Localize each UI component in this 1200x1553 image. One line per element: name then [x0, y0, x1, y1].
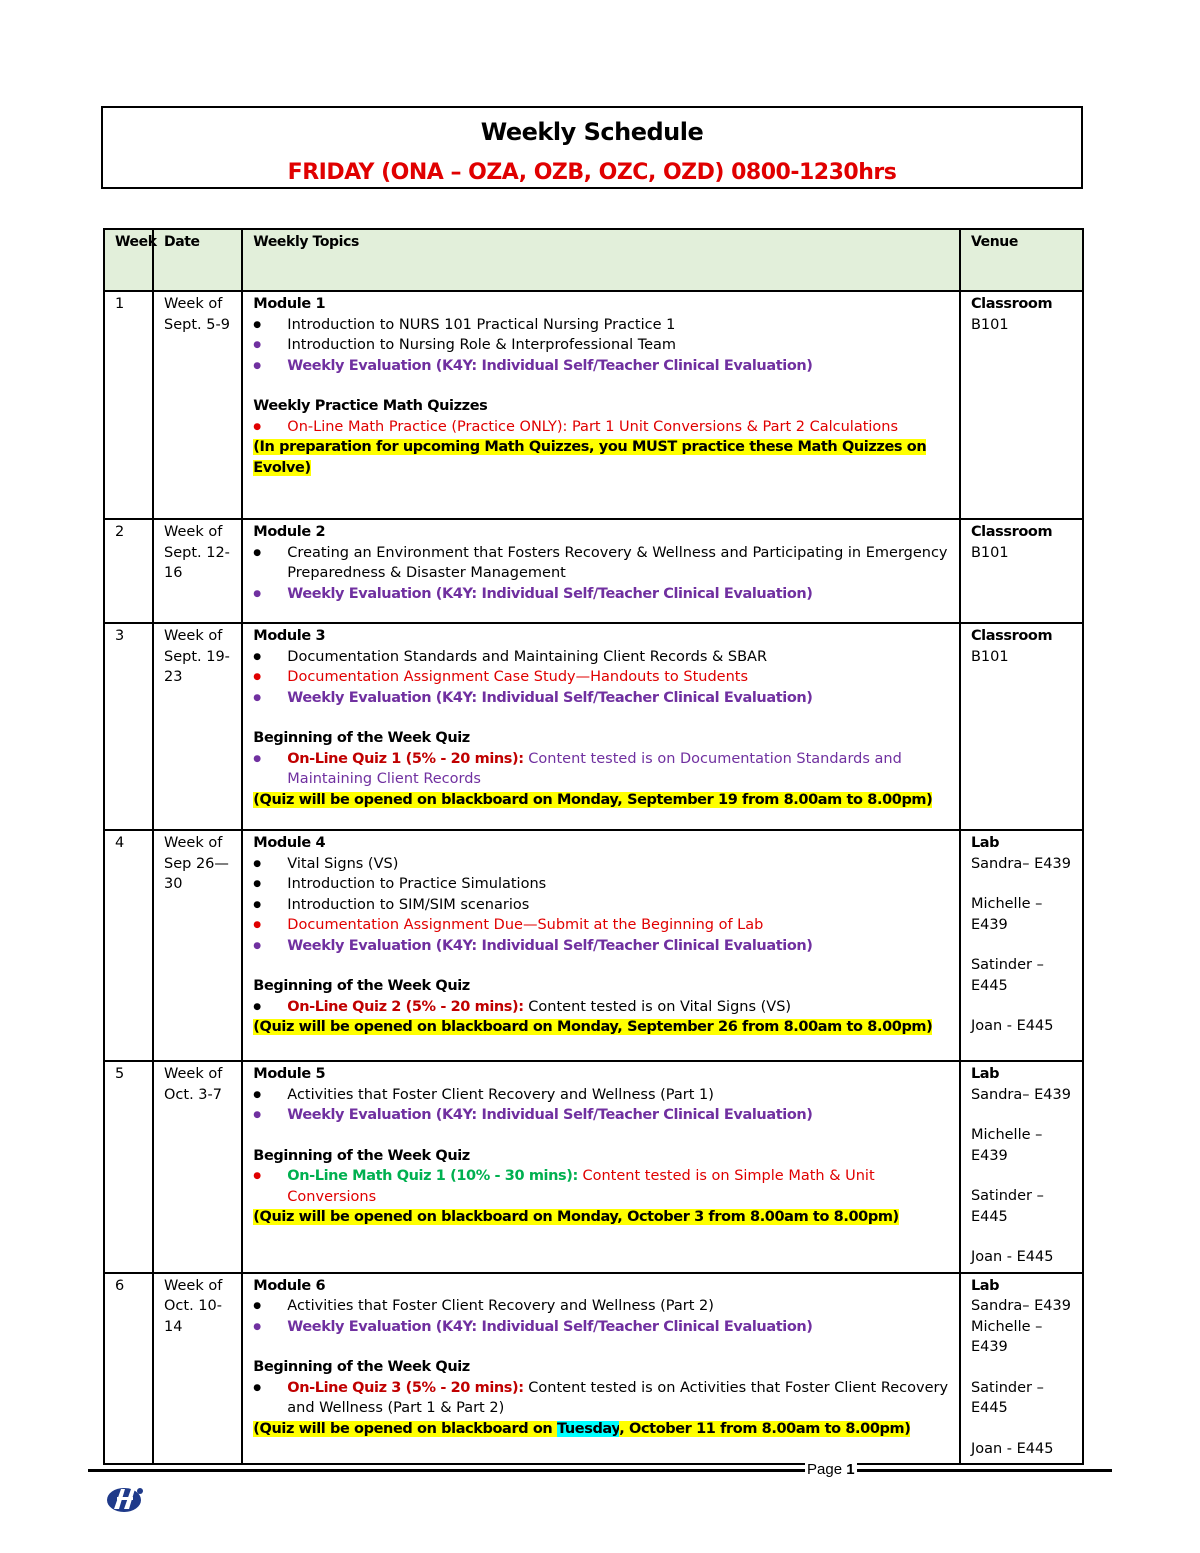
- venue-instructor: Michelle – E439: [970, 1318, 1043, 1355]
- module-title: Module 3: [253, 628, 326, 644]
- column-header-topics: Weekly Topics: [242, 229, 960, 291]
- topic-item: [277, 688, 949, 709]
- venue-cell: [960, 1061, 1083, 1273]
- venue-instructor: Sandra– E439: [970, 855, 1071, 872]
- date-cell: [153, 1273, 242, 1465]
- venue-cell: [960, 830, 1083, 1061]
- module-title: Module 6: [253, 1277, 326, 1294]
- column-header-date: Date: [153, 229, 242, 291]
- quiz-item: [277, 417, 949, 438]
- practice-note: (In preparation for upcoming Math Quizzes, you MUST practice these Math Quizzes on Evolve): [253, 439, 927, 476]
- venue-title: Classroom: [970, 628, 1053, 644]
- venue-title: Lab: [970, 1066, 1000, 1082]
- quiz-text: Content tested is on Vital Signs (VS): [523, 998, 792, 1015]
- topic-item: [277, 335, 949, 356]
- venue-room: B101: [970, 648, 1009, 665]
- venue-instructor: Joan - E445: [970, 1018, 1054, 1034]
- module-title: Module 4: [253, 835, 326, 851]
- quiz-text: Part 1 Unit Conversions & Part 2 Calculations: [567, 418, 899, 435]
- venue-cell: [960, 1273, 1083, 1465]
- date-line: Week of: [164, 628, 223, 644]
- date-line: Week of: [164, 1066, 223, 1082]
- table-row: [104, 1061, 1083, 1273]
- week-cell: 1: [104, 291, 153, 519]
- topic-item: [277, 584, 949, 605]
- topic-item: [277, 1317, 949, 1338]
- week-cell: 5: [104, 1061, 153, 1273]
- section-title: Beginning of the Week Quiz: [253, 1147, 470, 1164]
- venue-instructor: Michelle – E439: [970, 1127, 1043, 1164]
- section-title: Weekly Practice Math Quizzes: [253, 398, 488, 414]
- quiz-note: (Quiz will be opened on blackboard on Monday, September 26 from 8.00am to 8.00pm): [253, 1019, 933, 1035]
- topics-cell: [242, 519, 960, 623]
- topic-item: ● Introduction to Practice Simulations: [277, 874, 949, 895]
- column-header-week: Week: [104, 229, 153, 291]
- venue-cell: [960, 519, 1083, 623]
- topic-item: ● Introduction to NURS 101 Practical Nursing Practice 1: [277, 315, 949, 336]
- evaluation-text: Weekly Evaluation (K4Y: Individual Self/Teacher Clinical Evaluation): [287, 689, 813, 706]
- quiz-list: [253, 417, 949, 438]
- topic-item: ● Creating an Environment that Fosters Recovery & Wellness and Participating in Emergency Preparedness & Disaster Management: [277, 543, 949, 584]
- date-cell: [153, 623, 242, 830]
- quiz-text: Content tested is on Simple Math & Unit Conversions: [287, 1168, 875, 1205]
- module-title: Module 5: [253, 1066, 326, 1082]
- date-line: Oct. 10-14: [164, 1298, 222, 1335]
- evaluation-text: Introduction to Nursing Role & Interprofessional Team: [287, 337, 677, 353]
- week-cell: 6: [104, 1273, 153, 1465]
- topic-list: [253, 647, 949, 709]
- date-cell: [153, 830, 242, 1061]
- date-line: 16: [164, 565, 183, 581]
- topic-list: [253, 543, 949, 605]
- section-title: Beginning of the Week Quiz: [253, 730, 470, 746]
- venue-cell: [960, 623, 1083, 830]
- assignment-text: Documentation Assignment Case Study—Handouts to Students: [287, 669, 749, 685]
- section-title: Beginning of the Week Quiz: [253, 1359, 470, 1375]
- venue-instructor: Satinder – E445: [970, 957, 1044, 994]
- page-title: Weekly Schedule: [480, 118, 704, 146]
- quiz-list: [253, 749, 949, 790]
- date-line: Oct. 3-7: [164, 1086, 222, 1103]
- evaluation-text: Weekly Evaluation (K4Y: Individual Self/Teacher Clinical Evaluation): [287, 1107, 813, 1123]
- topic-list: [253, 315, 949, 377]
- quiz-item: [277, 749, 949, 790]
- quiz-text: Content tested is on Activities that Foster Client Recovery and Wellness (Part 1 & Part 2): [287, 1379, 949, 1416]
- schedule-header: [101, 106, 1083, 189]
- evaluation-text: Weekly Evaluation (K4Y: Individual Self/Teacher Clinical Evaluation): [287, 357, 813, 374]
- quiz-note: (Quiz will be opened on blackboard on Tuesday, October 11 from 8.00am to 8.00pm): [253, 1420, 911, 1437]
- topic-item: [277, 936, 949, 957]
- date-cell: [153, 291, 242, 519]
- venue-instructor: Sandra– E439: [970, 1086, 1071, 1103]
- topics-cell: [242, 1061, 960, 1273]
- venue-title: Classroom: [970, 524, 1053, 540]
- footer-rule: [88, 1469, 1112, 1472]
- date-line: Week of: [164, 835, 223, 851]
- quiz-text: Content tested is on Documentation Standards and Maintaining Client Records: [287, 750, 902, 787]
- topic-item: ● Vital Signs (VS): [277, 854, 949, 875]
- topic-item: ● Introduction to SIM/SIM scenarios: [277, 895, 949, 916]
- topics-cell: [242, 291, 960, 519]
- evaluation-text: Weekly Evaluation (K4Y: Individual Self/Teacher Clinical Evaluation): [287, 585, 813, 602]
- venue-room: B101: [970, 544, 1009, 561]
- module-title: Module 1: [253, 296, 326, 312]
- quiz-note: (Quiz will be opened on blackboard on Monday, September 19 from 8.00am to 8.00pm): [253, 791, 933, 808]
- date-line: Week of: [164, 524, 223, 540]
- topics-cell: [242, 623, 960, 830]
- venue-room: B101: [970, 316, 1009, 333]
- date-line: Sep 26—: [164, 855, 229, 872]
- week-cell: 3: [104, 623, 153, 830]
- venue-instructor: Sandra– E439: [970, 1298, 1071, 1314]
- table-row: [104, 623, 1083, 830]
- quiz-lead: On-Line Quiz 2 (5% - 20 mins):: [287, 998, 524, 1015]
- venue-instructor: Michelle – E439: [970, 896, 1043, 933]
- topics-cell: [242, 1273, 960, 1465]
- topic-item: [277, 667, 949, 688]
- table-row: [104, 291, 1083, 519]
- date-line: Sept. 19-: [164, 648, 230, 665]
- venue-title: Lab: [970, 1277, 1000, 1294]
- venue-instructor: Satinder – E445: [970, 1379, 1044, 1416]
- topics-cell: [242, 830, 960, 1061]
- quiz-item: [277, 1378, 949, 1419]
- topic-item: [277, 1105, 949, 1126]
- topic-item: [277, 915, 949, 936]
- venue-title: Lab: [970, 835, 1000, 851]
- topic-item: ● Documentation Standards and Maintaining Client Records & SBAR: [277, 647, 949, 668]
- quiz-item: [277, 1166, 949, 1207]
- quiz-lead: On-Line Math Quiz 1 (10% - 30 mins):: [287, 1168, 578, 1184]
- evaluation-text: Weekly Evaluation (K4Y: Individual Self/Teacher Clinical Evaluation): [287, 937, 813, 954]
- quiz-item: [277, 997, 949, 1018]
- page-subtitle: FRIDAY (ONA – OZA, OZB, OZC, OZD) 0800-1230hrs: [287, 160, 897, 185]
- topic-list: [253, 1085, 949, 1126]
- column-header-venue: Venue: [960, 229, 1083, 291]
- table-header-row: [104, 229, 1083, 291]
- schedule-table: [103, 228, 1084, 1465]
- table-row: [104, 830, 1083, 1061]
- topic-list: [253, 854, 949, 957]
- evaluation-text: Weekly Evaluation (K4Y: Individual Self/Teacher Clinical Evaluation): [287, 1318, 813, 1335]
- assignment-text: Documentation Assignment Due—Submit at the Beginning of Lab: [287, 917, 764, 933]
- section-title: Beginning of the Week Quiz: [253, 978, 470, 994]
- page-number: Page 1: [807, 1461, 855, 1478]
- quiz-note: (Quiz will be opened on blackboard on Monday, October 3 from 8.00am to 8.00pm): [253, 1209, 899, 1225]
- date-line: Week of: [164, 296, 223, 312]
- date-line: Week of: [164, 1277, 223, 1294]
- module-title: Module 2: [253, 524, 326, 540]
- topic-item: ● Activities that Foster Client Recovery and Wellness (Part 1): [277, 1085, 949, 1106]
- week-cell: 4: [104, 830, 153, 1061]
- date-line: 23: [164, 669, 183, 685]
- date-line: Sept. 5-9: [164, 316, 230, 333]
- table-row: [104, 519, 1083, 623]
- venue-instructor: Joan - E445: [970, 1249, 1054, 1265]
- college-logo-icon: [105, 1483, 145, 1515]
- venue-title: Classroom: [970, 296, 1053, 312]
- topic-list: [253, 1296, 949, 1337]
- topic-item: ● Activities that Foster Client Recovery and Wellness (Part 2): [277, 1296, 949, 1317]
- venue-cell: [960, 291, 1083, 519]
- week-cell: 2: [104, 519, 153, 623]
- table-row: [104, 1273, 1083, 1465]
- date-cell: [153, 1061, 242, 1273]
- quiz-lead: On-Line Quiz 3 (5% - 20 mins):: [287, 1379, 524, 1396]
- quiz-list: [253, 1378, 949, 1419]
- venue-instructor: Joan - E445: [970, 1440, 1054, 1457]
- date-cell: [153, 519, 242, 623]
- quiz-list: [253, 997, 949, 1018]
- quiz-lead: On-Line Quiz 1 (5% - 20 mins):: [287, 750, 524, 767]
- topic-item: [277, 356, 949, 377]
- quiz-lead: On-Line Math Practice (Practice ONLY):: [287, 418, 568, 435]
- date-line: Sept. 12-: [164, 544, 230, 561]
- date-line: 30: [164, 876, 183, 892]
- quiz-list: [253, 1166, 949, 1207]
- venue-instructor: Satinder – E445: [970, 1188, 1044, 1225]
